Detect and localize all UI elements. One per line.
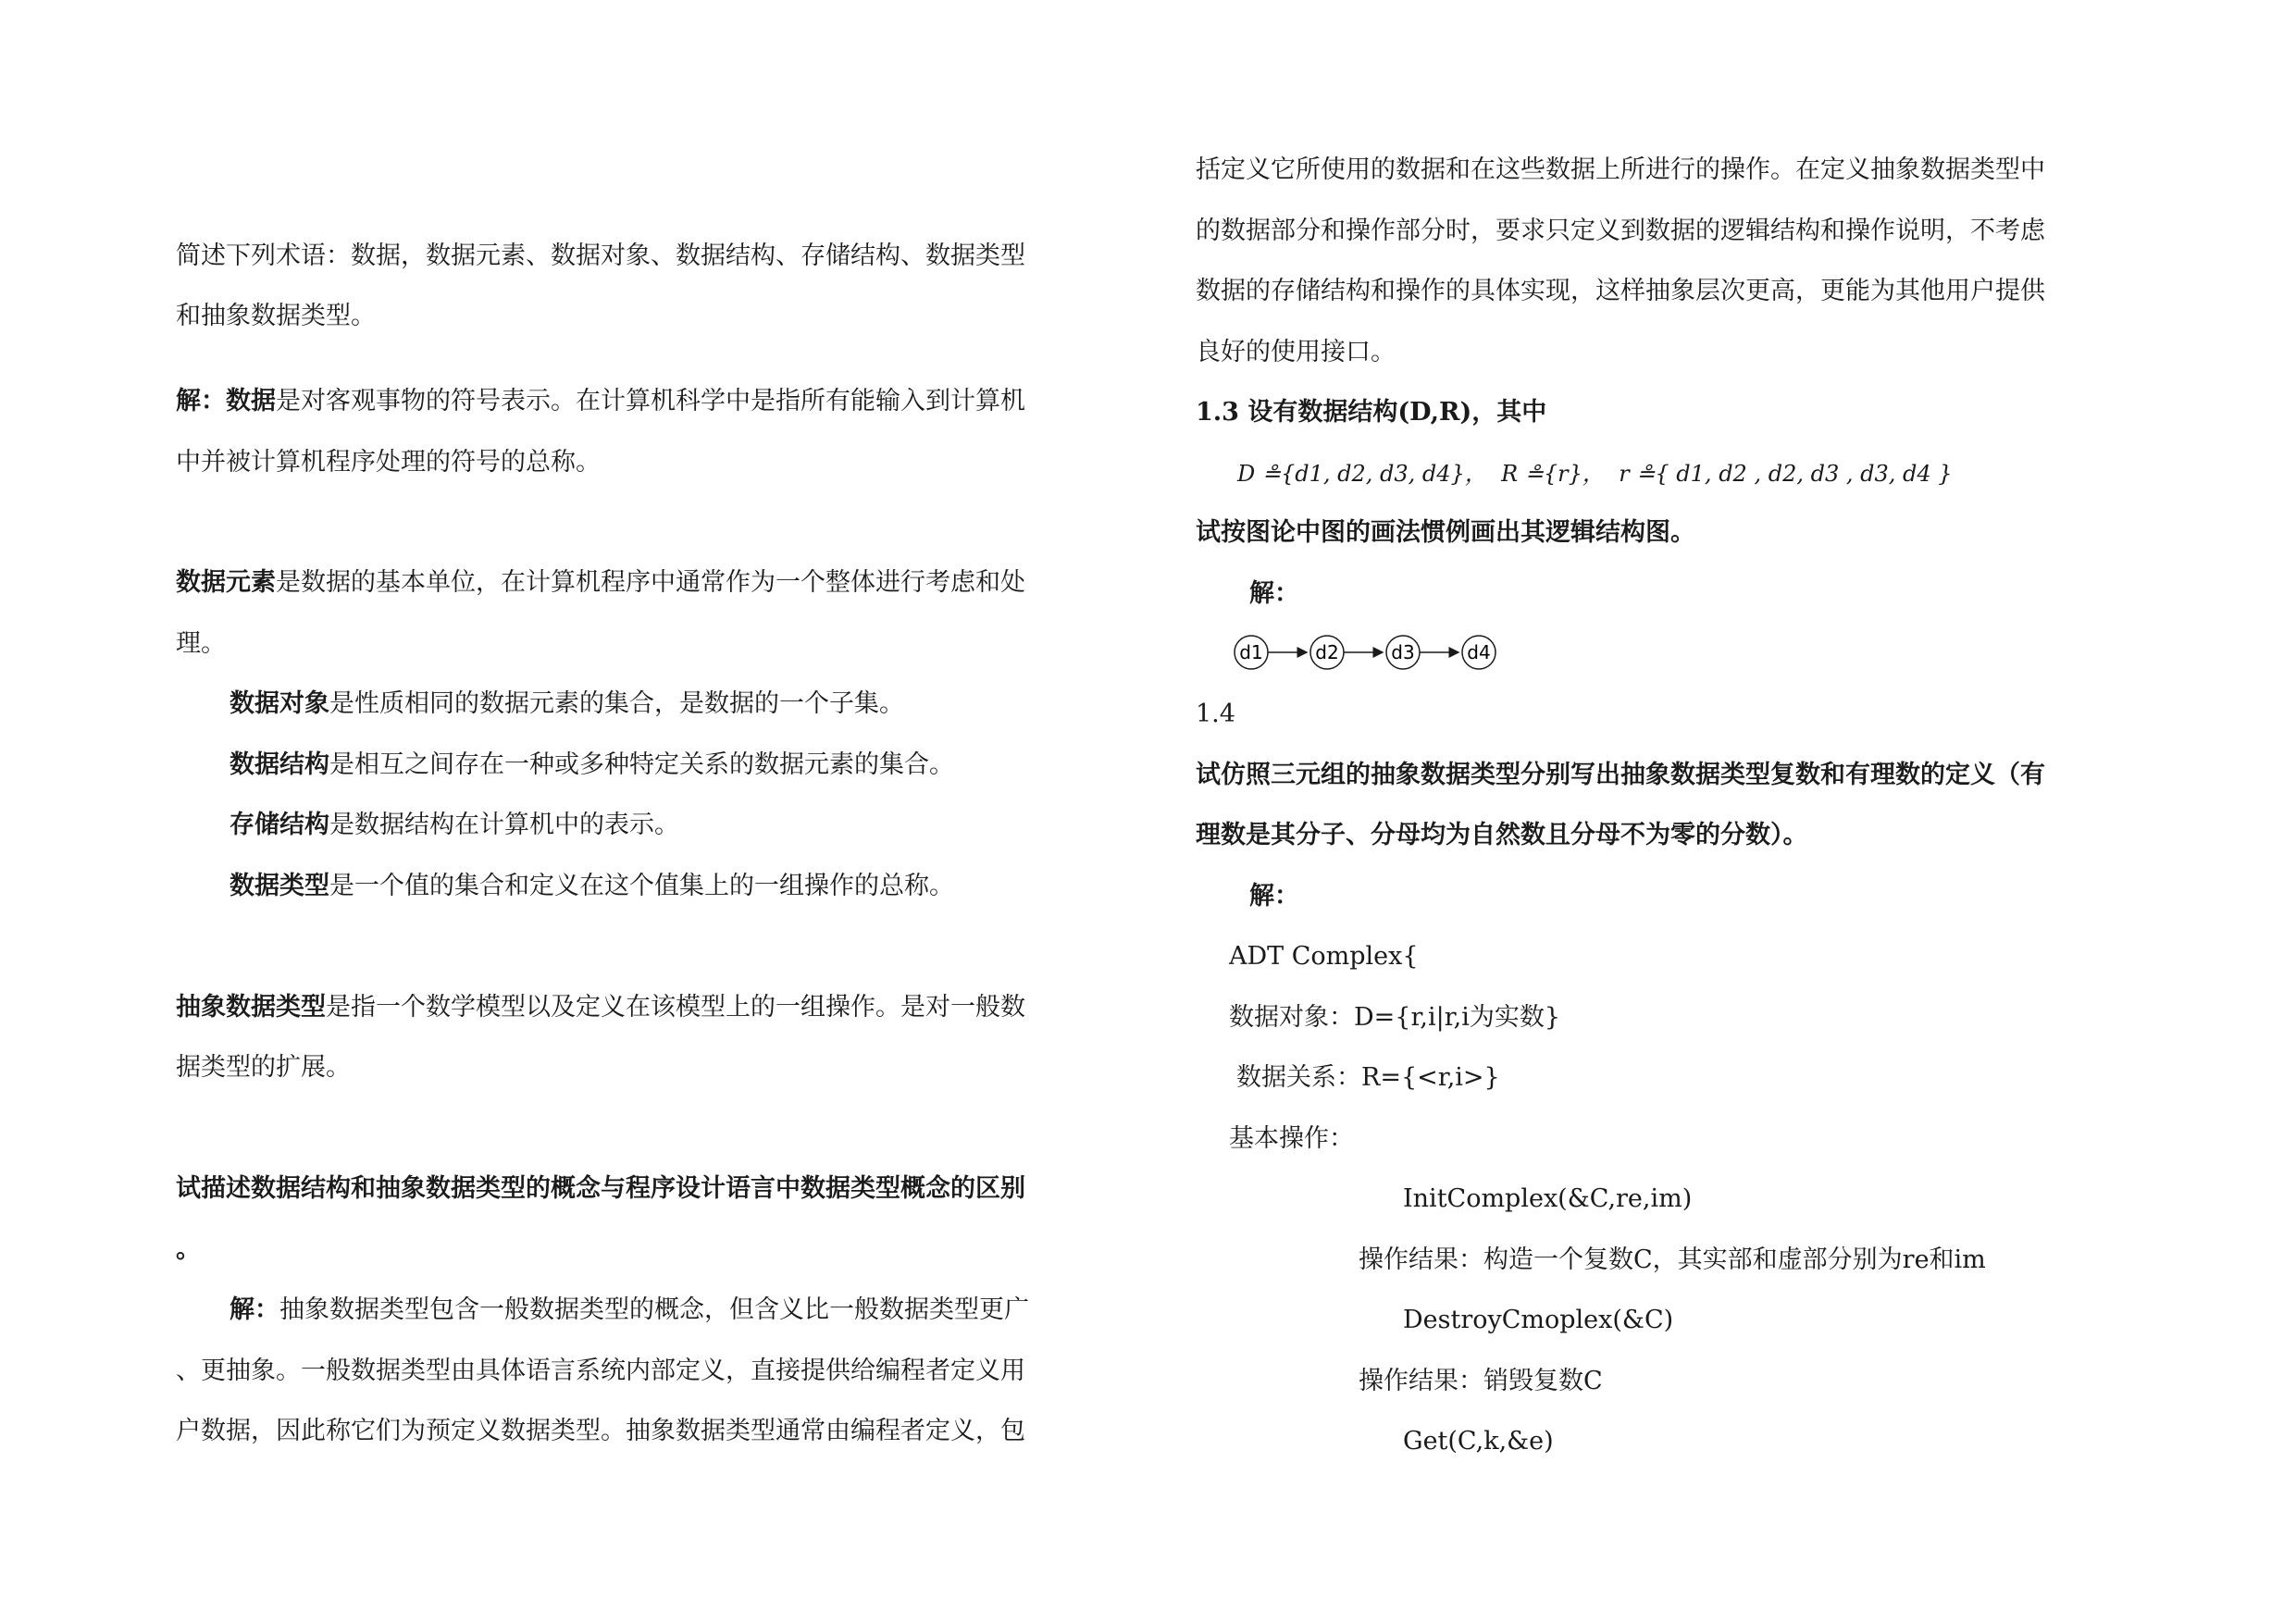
- answer-label: 解：: [1249, 882, 1299, 911]
- question-2-answer-cont: 户数据，因此称它们为预定义数据类型。抽象数据类型通常由编程者定义，包: [176, 1417, 1025, 1445]
- svg-text:d1: d1: [1239, 641, 1263, 663]
- question-1: 简述下列术语：数据，数据元素、数据对象、数据结构、存储结构、数据类型: [176, 242, 1025, 270]
- adt-definition-cont: 据类型的扩展。: [176, 1053, 351, 1082]
- question-1-4: 试仿照三元组的抽象数据类型分别写出抽象数据类型复数和有理数的定义（有: [1196, 761, 2045, 789]
- question-1-3-task: 试按图论中图的画法惯例画出其逻辑结构图。: [1196, 518, 1695, 547]
- type-definition: 数据类型是一个值的集合和定义在这个值集上的一组操作的总称。: [230, 872, 954, 900]
- node-d3: [1386, 636, 1420, 669]
- node-d4: [1462, 636, 1496, 669]
- question-2-cont: 。: [176, 1235, 201, 1264]
- question-1-4-number: 1.4: [1196, 700, 1235, 728]
- structure-definition: 数据结构是相互之间存在一种或多种特定关系的数据元素的集合。: [230, 750, 954, 779]
- adt-data-object: 数据对象：D={r,i|r,i为实数}: [1229, 1003, 1561, 1032]
- question-2-answer: 解：抽象数据类型包含一般数据类型的概念，但含义比一般数据类型更广: [230, 1295, 1029, 1324]
- adt-header: ADT Complex{: [1229, 942, 1419, 971]
- svg-text:d2: d2: [1315, 641, 1339, 663]
- answer-label: 解：: [176, 387, 226, 415]
- storage-definition: 存储结构是数据结构在计算机中的表示。: [230, 811, 679, 839]
- math-R: R ≗{r}，: [1501, 461, 1605, 487]
- answer-continuation: 的数据部分和操作部分时，要求只定义到数据的逻辑结构和操作说明，不考虑: [1196, 217, 2045, 245]
- operation-get: Get(C,k,&e): [1403, 1427, 1554, 1456]
- adt-data-relation: 数据关系：R={<r,i>}: [1236, 1063, 1500, 1092]
- question-1-4-cont: 理数是其分子、分母均为自然数且分母不为零的分数）。: [1196, 821, 1808, 849]
- question-1-cont: 和抽象数据类型。: [176, 302, 376, 330]
- term-type: 数据类型: [230, 872, 329, 900]
- object-definition: 数据对象是性质相同的数据元素的集合，是数据的一个子集。: [230, 689, 904, 718]
- svg-text:d3: d3: [1391, 641, 1415, 663]
- operation-init: InitComplex(&C,re,im): [1403, 1184, 1693, 1213]
- adt-definition: 抽象数据类型是指一个数学模型以及定义在该模型上的一组操作。是对一般数: [176, 993, 1025, 1022]
- element-definition-cont: 理。: [176, 629, 226, 658]
- question-2: 试描述数据结构和抽象数据类型的概念与程序设计语言中数据类型概念的区别: [176, 1174, 1025, 1203]
- svg-text:d4: d4: [1467, 641, 1491, 663]
- operation-init-result: 操作结果：构造一个复数C，其实部和虚部分别为re和im: [1359, 1245, 1986, 1274]
- data-definition: 解：数据是对客观事物的符号表示。在计算机科学中是指所有能输入到计算机: [176, 387, 1025, 415]
- question-1-3-title: 1.3 设有数据结构(D,R)，其中: [1196, 398, 1547, 427]
- term-element: 数据元素: [176, 568, 276, 597]
- math-D: D ≗{d1, d2, d3, d4}，: [1237, 461, 1487, 487]
- answer-continuation: 良好的使用接口。: [1196, 338, 1396, 366]
- data-definition-cont: 中并被计算机程序处理的符号的总称。: [176, 448, 601, 477]
- math-r: r ≗{ d1, d2 , d2, d3 , d3, d4 }: [1619, 461, 1953, 487]
- element-definition: 数据元素是数据的基本单位，在计算机程序中通常作为一个整体进行考虑和处: [176, 568, 1025, 597]
- node-d2: [1310, 636, 1344, 669]
- question-2-answer-cont: 、更抽象。一般数据类型由具体语言系统内部定义，直接提供给编程者定义用: [176, 1357, 1025, 1385]
- term-structure: 数据结构: [230, 750, 329, 779]
- term-data: 数据: [226, 387, 276, 415]
- term-storage: 存储结构: [230, 811, 329, 839]
- operation-destroy: DestroyCmoplex(&C): [1403, 1306, 1674, 1334]
- node-d1: [1235, 636, 1268, 669]
- answer-label: 解：: [1249, 579, 1299, 608]
- term-adt: 抽象数据类型: [176, 993, 326, 1022]
- operation-destroy-result: 操作结果：销毁复数C: [1359, 1367, 1603, 1395]
- term-object: 数据对象: [230, 689, 329, 718]
- answer-label: 解：: [230, 1295, 279, 1324]
- math-definitions: [1237, 455, 1953, 492]
- logical-structure-graph: [1233, 629, 1510, 675]
- adt-basic-operations: 基本操作：: [1229, 1124, 1354, 1153]
- answer-continuation: 括定义它所使用的数据和在这些数据上所进行的操作。在定义抽象数据类型中: [1196, 155, 2045, 184]
- answer-continuation: 数据的存储结构和操作的具体实现，这样抽象层次更高，更能为其他用户提供: [1196, 277, 2045, 305]
